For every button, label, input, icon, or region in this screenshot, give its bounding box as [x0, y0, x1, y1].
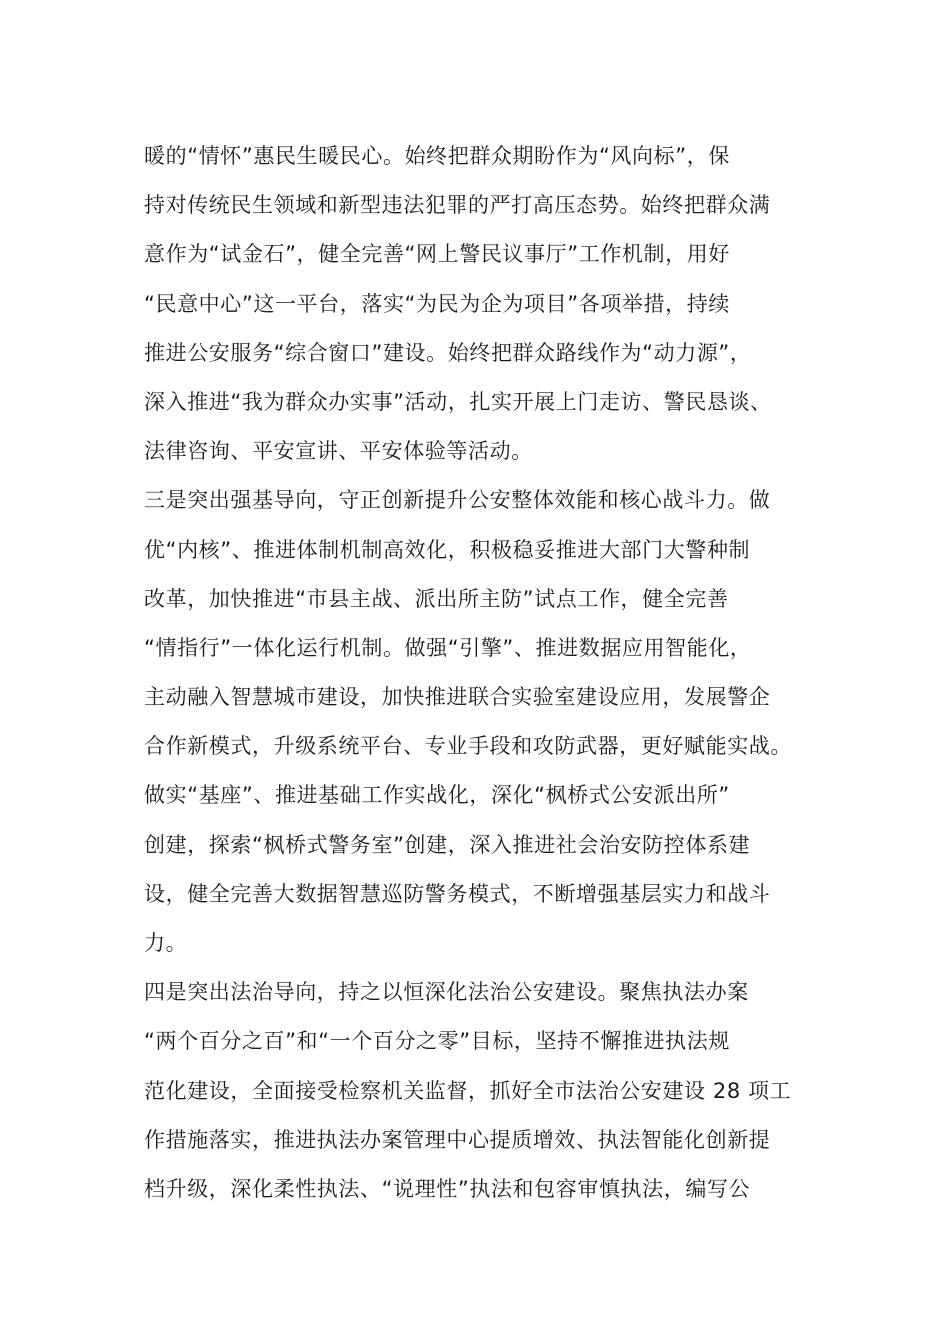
text-line: “两个百分之百”和“一个百分之零”目标，坚持不懈推进执法规: [144, 1029, 730, 1054]
text-line: 法律咨询、平安宣讲、平安体验等活动。: [144, 439, 533, 464]
text-line: 作措施落实，推进执法办案管理中心提质增效、执法智能化创新提: [144, 1127, 771, 1152]
body-text: [144, 132, 834, 1214]
text-line: 合作新模式，升级系统平台、专业手段和攻防武器，更好赋能实战。: [144, 734, 792, 759]
text-line: 暖的“情怀”惠民生暖民心。始终把群众期盼作为“风向标”，保: [144, 144, 730, 168]
text-line: 创建，探索“枫桥式警务室”创建，深入推进社会治安防控体系建: [144, 832, 751, 857]
text-line: 优“内核”、推进体制机制高效化，积极稳妥推进大部门大警种制: [144, 537, 751, 562]
text-line: 档升级，深化柔性执法、“说理性”执法和包容审慎执法，编写公: [144, 1176, 751, 1201]
text-line: 三是突出强基导向，守正创新提升公安整体效能和核心战斗力。做: [144, 488, 771, 513]
text-line: 深入推进“我为群众办实事”活动，扎实开展上门走访、警民恳谈、: [144, 389, 772, 414]
text-line: 意作为“试金石”，健全完善“网上警民议事厅”工作机制，用好: [144, 242, 730, 267]
text-line: 主动融入智慧城市建设，加快推进联合实验室建设应用，发展警企: [144, 685, 771, 710]
text-line: 范化建设，全面接受检察机关监督，抓好全市法治公安建设 28 项工: [144, 1078, 792, 1103]
text-line: “民意中心”这一平台，落实“为民为企为项目”各项举措，持续: [144, 291, 730, 316]
text-line: “情指行”一体化运行机制。做强“引擎”、推进数据应用智能化，: [144, 635, 752, 660]
text-line: 改革，加快推进“市县主战、派出所主防”试点工作，健全完善: [144, 586, 729, 611]
text-line: 力。: [144, 931, 188, 955]
text-line: 持对传统民生领域和新型违法犯罪的严打高压态势。始终把群众满: [144, 193, 771, 218]
text-line: 推进公安服务“综合窗口”建设。始终把群众路线作为“动力源”，: [144, 340, 752, 365]
text-line: 做实“基座”、推进基础工作实战化，深化“枫桥式公安派出所”: [144, 783, 730, 808]
text-line: 设，健全完善大数据智慧巡防警务模式，不断增强基层实力和战斗: [144, 881, 771, 906]
text-line: 四是突出法治导向，持之以恒深化法治公安建设。聚焦执法办案: [144, 980, 749, 1005]
